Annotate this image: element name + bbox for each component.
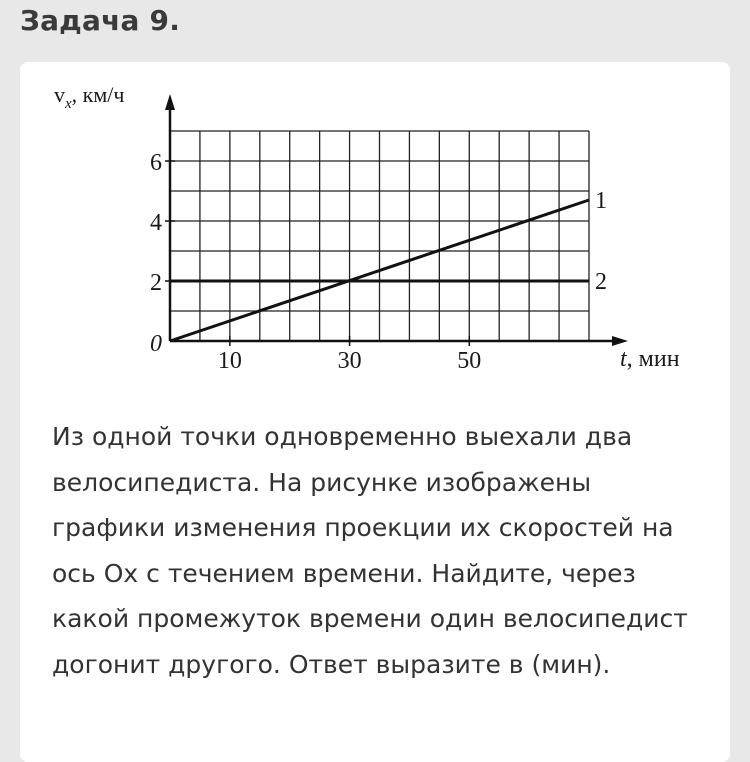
x-tick-label: 10 (217, 348, 242, 374)
velocity-time-chart (20, 62, 730, 392)
y-axis-arrow (165, 94, 175, 110)
origin-label: 0 (150, 331, 162, 357)
y-tick-label: 4 (150, 210, 162, 236)
problem-statement: Из одной точки одновременно выехали два велосипедиста. На рисунке изображены графики изменения проекции их скоростей на ось Ox с течением времени. Найдите, через какой промежуток времени один велосипедист догонит другого. Ответ выразите в (мин). (52, 422, 688, 679)
task-title: Задача 9. (20, 4, 181, 37)
series-label-1: 1 (595, 188, 607, 214)
x-tick-label: 50 (457, 348, 482, 374)
y-axis-label: $v_x$, км/ч (54, 82, 125, 112)
y-tick-label: 2 (150, 270, 162, 296)
x-axis-label: t, мин (620, 346, 680, 372)
chart-grid (170, 131, 589, 341)
x-axis-arrow (612, 336, 628, 346)
task-card (20, 62, 730, 762)
chart-labels (54, 82, 680, 374)
x-tick-label: 30 (337, 348, 362, 374)
series-label-2: 2 (595, 269, 607, 295)
y-tick-label: 6 (150, 150, 162, 176)
